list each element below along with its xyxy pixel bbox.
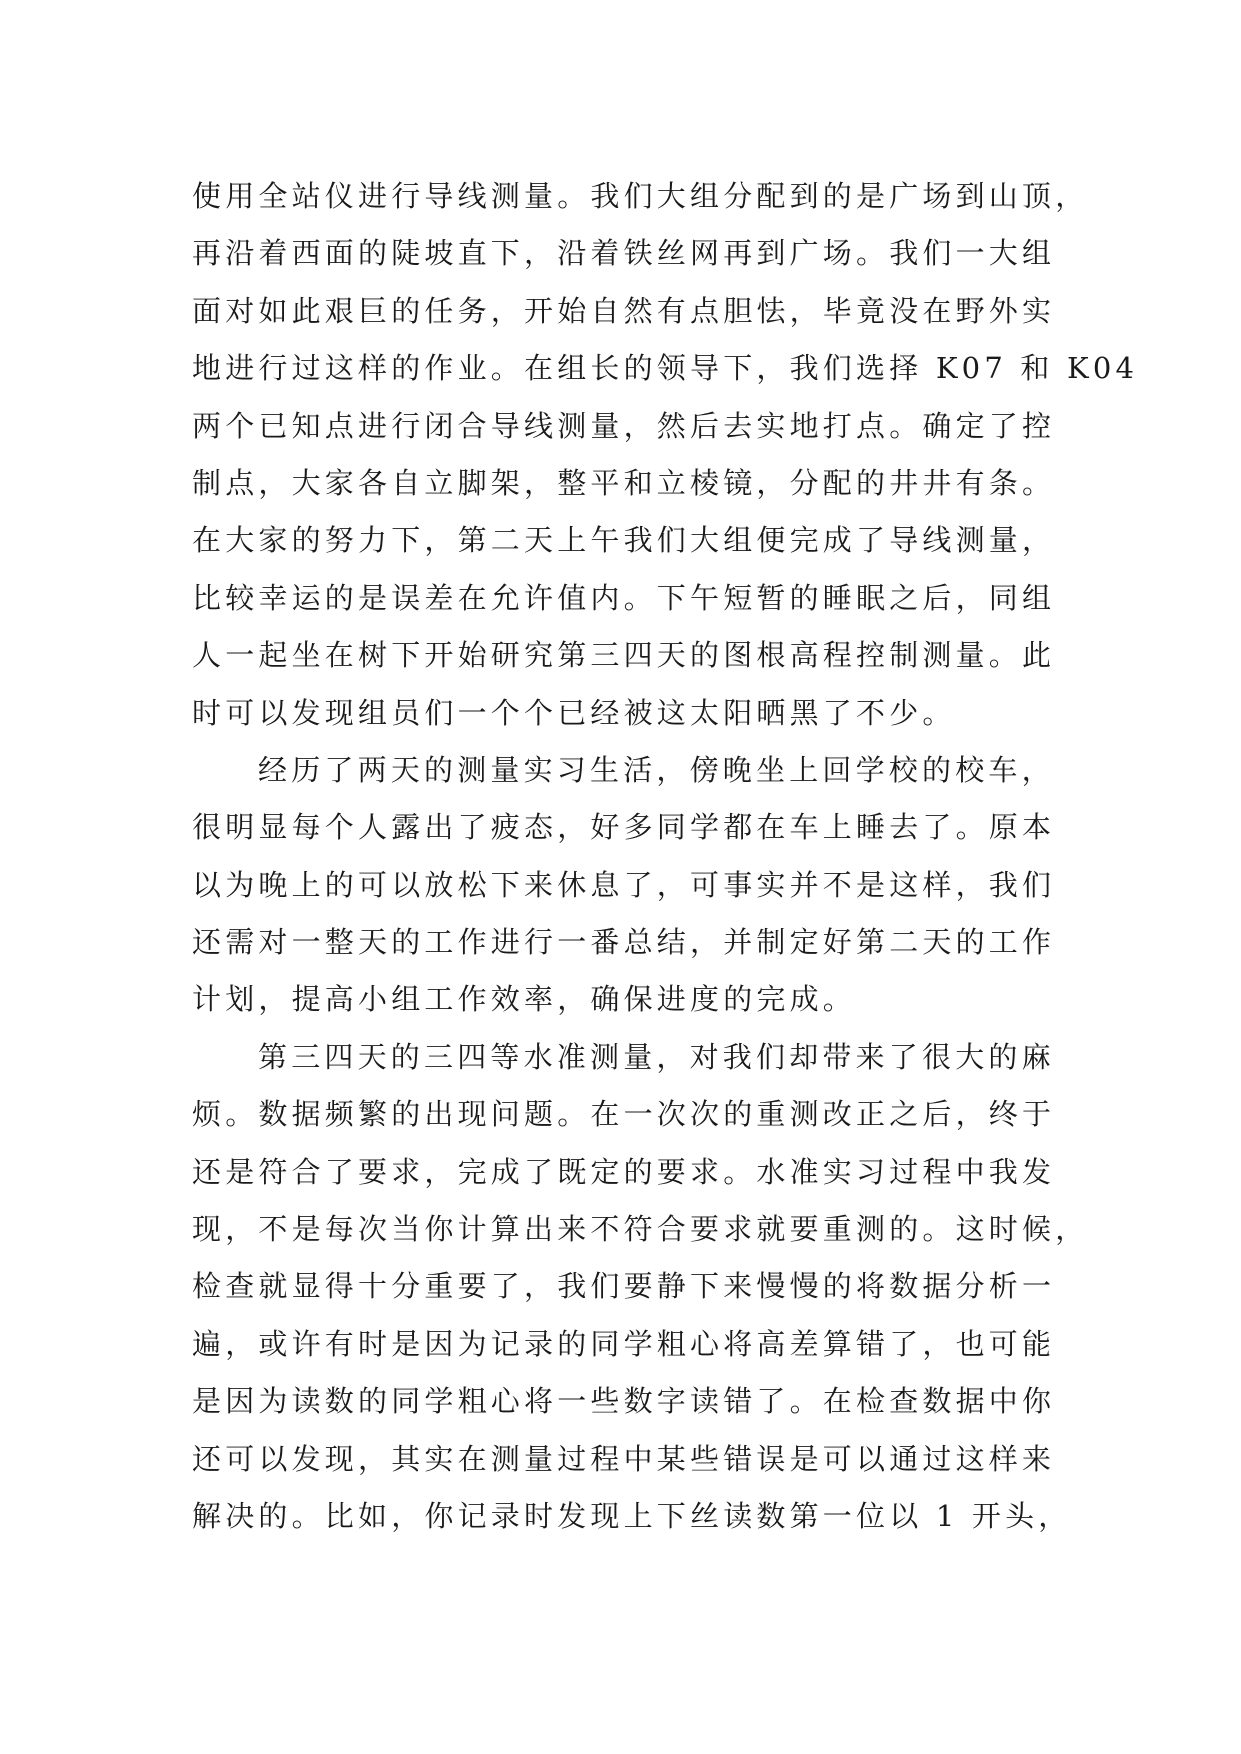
text-line: 是因为读数的同学粗心将一些数字读错了。在检查数据中你: [192, 1384, 1056, 1419]
text-line: 面对如此艰巨的任务，开始自然有点胆怯，毕竟没在野外实: [192, 293, 1056, 328]
paragraph-first-line: 第三四天的三四等水准测量，对我们却带来了很大的麻: [258, 1039, 1055, 1074]
text-line: 解决的。比如，你记录时发现上下丝读数第一位以 1 开头，: [192, 1498, 1072, 1533]
text-line: 计划，提高小组工作效率，确保进度的完成。: [192, 982, 857, 1017]
text-line: 人一起坐在树下开始研究第三四天的图根高程控制测量。此: [192, 638, 1056, 673]
text-line: 在大家的努力下，第二天上午我们大组便完成了导线测量，: [192, 523, 1056, 558]
text-line: 比较幸运的是误差在允许值内。下午短暂的睡眠之后，同组: [192, 580, 1056, 615]
text-line: 很明显每个人露出了疲态，好多同学都在车上睡去了。原本: [192, 810, 1056, 845]
text-line: 时可以发现组员们一个个已经被这太阳晒黑了不少。: [192, 695, 956, 730]
body-text: [192, 168, 1139, 1545]
text-line: 还是符合了要求，完成了既定的要求。水准实习过程中我发: [192, 1154, 1056, 1189]
text-line: 使用全站仪进行导线测量。我们大组分配到的是广场到山顶，: [192, 179, 1089, 213]
paragraph-first-line: 经历了两天的测量实习生活，傍晚坐上回学校的校车，: [258, 752, 1055, 787]
text-line: 现，不是每次当你计算出来不符合要求就要重测的。这时候，: [192, 1212, 1089, 1247]
text-line: 还可以发现，其实在测量过程中某些错误是可以通过这样来: [192, 1441, 1056, 1476]
text-line: 制点，大家各自立脚架，整平和立棱镜，分配的井井有条。: [192, 465, 1056, 500]
text-line: 再沿着西面的陡坡直下，沿着铁丝网再到广场。我们一大组: [192, 236, 1056, 271]
text-line: 两个已知点进行闭合导线测量，然后去实地打点。确定了控: [192, 408, 1056, 443]
text-line: 烦。数据频繁的出现问题。在一次次的重测改正之后，终于: [192, 1097, 1056, 1132]
text-line: 遍，或许有时是因为记录的同学粗心将高差算错了，也可能: [192, 1326, 1056, 1361]
text-line: 以为晚上的可以放松下来休息了，可事实并不是这样，我们: [192, 867, 1056, 902]
text-line: 检查就显得十分重要了，我们要静下来慢慢的将数据分析一: [192, 1269, 1056, 1304]
text-line: 还需对一整天的工作进行一番总结，并制定好第二天的工作: [192, 925, 1056, 960]
text-line: 地进行过这样的作业。在组长的领导下，我们选择 K07 和 K04: [192, 351, 1139, 386]
